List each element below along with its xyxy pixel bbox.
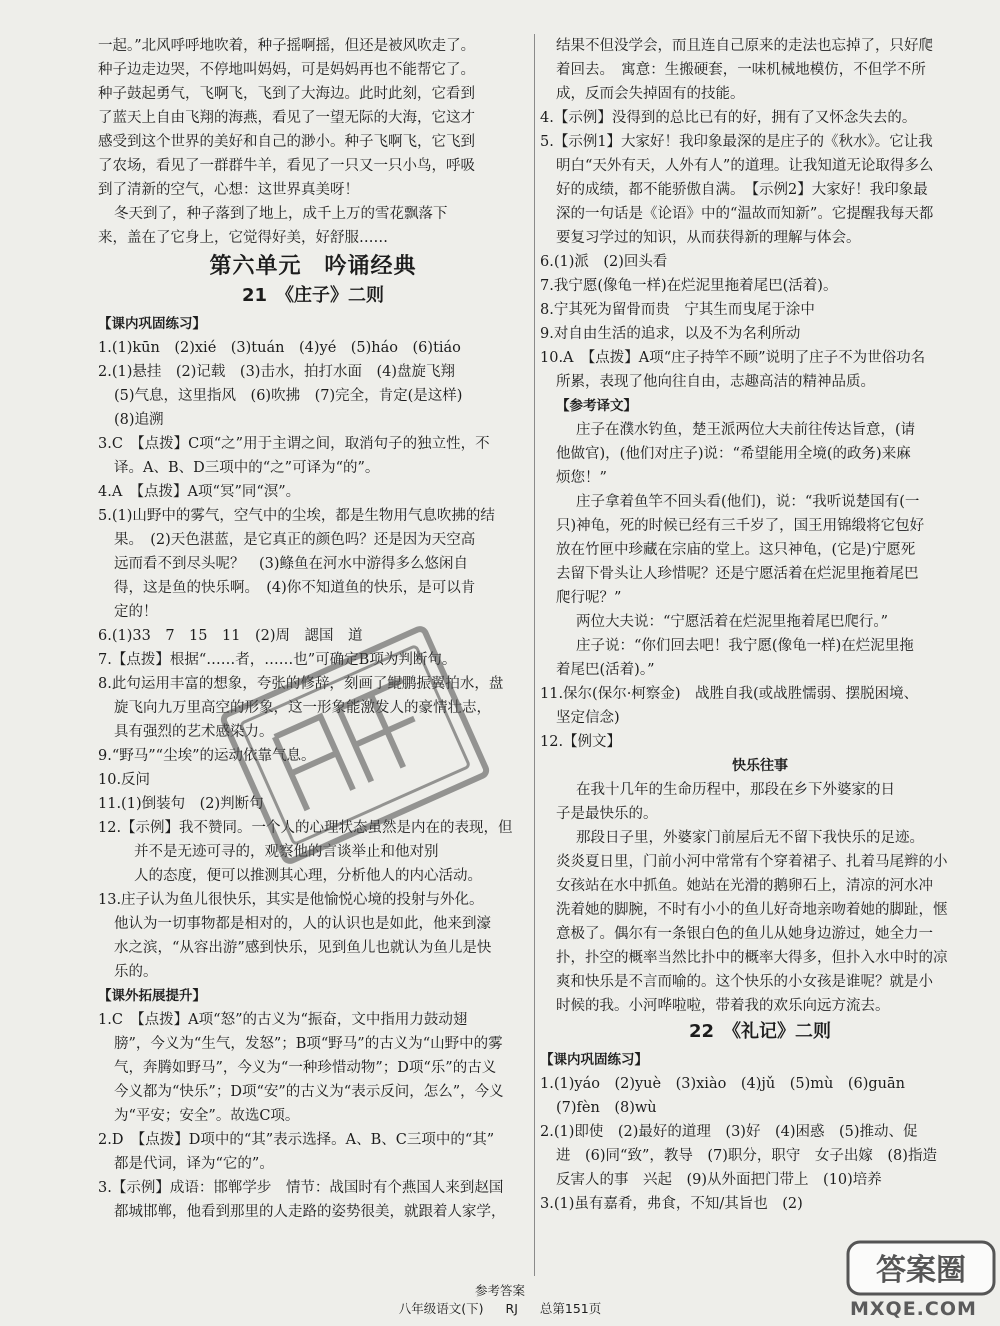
text-line: 要复习学过的知识，从而获得新的理解与体会。 <box>556 230 861 246</box>
text-line: 意极了。偶尔有一条银白色的鱼儿从她身边游过，她全力一 <box>556 926 933 942</box>
text-line: 放在竹匣中珍藏在宗庙的堂上。这只神龟，(它是)宁愿死 <box>556 542 916 558</box>
text-line: 8.宁其死为留骨而贵 宁其生而曳尾于涂中 <box>540 302 815 318</box>
text-line: 两位大夫说：“宁愿活着在烂泥里拖着尾巴爬行。” <box>576 614 889 630</box>
text-line: 反害人的事 兴起 (9)从外面把门带上 (10)培养 <box>556 1172 882 1188</box>
text-line: 庄子说：“你们回去吧！我宁愿(像龟一样)在烂泥里拖 <box>576 638 914 654</box>
text-line: 在我十几年的生命历程中，那段在乡下外婆家的日 <box>576 782 895 798</box>
text-line: 爽和快乐是不言而喻的。这个快乐的小女孩是谁呢？就是小 <box>556 974 933 990</box>
watermark-site: MXQE.COM <box>850 1298 977 1320</box>
text-line: 果。 (2)天色湛蓝，是它真正的颜色吗？还是因为天空高 <box>114 532 476 548</box>
text-line: 一起。”北风呼呼地吹着，种子摇啊摇，但还是被风吹走了。 <box>98 38 476 54</box>
text-line: 种子边走边哭，不停地叫妈妈，可是妈妈再也不能帮它了。 <box>98 62 475 78</box>
seal-stamp <box>205 625 505 865</box>
footer-info <box>0 1300 1000 1318</box>
text-line: 11.保尔(保尔·柯察金) 战胜自我(或战胜懦弱、摆脱困境、 <box>540 686 919 702</box>
text-line: 7.【点拨】根据“……者，……也”可确定B项为判断句。 <box>98 652 457 668</box>
lesson-title: 21 《庄子》二则 <box>241 285 385 306</box>
text-line: 3.(1)虽有嘉肴，弗食，不知/其旨也 (2) <box>540 1196 803 1212</box>
text-line: 了农场，看见了一群群牛羊，看见了一只又一只小鸟，呼吸 <box>98 158 475 174</box>
text-line: 2.(1)即使 (2)最好的道理 (3)好 (4)困惑 (5)推动、促 <box>540 1124 918 1140</box>
text-line: 了蓝天上自由飞翔的海燕，看见了一望无际的大海，它这才 <box>98 110 475 126</box>
text-line: 子是最快乐的。 <box>556 806 658 822</box>
text-line: 1.C 【点拨】A项“怒”的古义为“振奋，文中指用力鼓动翅 <box>98 1012 468 1028</box>
text-line: 烦您！” <box>556 470 607 486</box>
text-line: 都是代词，译为“它的”。 <box>114 1156 274 1172</box>
text-line: (5)气息，这里指风 (6)吹拂 (7)完全，肯定(是这样) <box>114 388 463 404</box>
text-line: 2.(1)悬挂 (2)记载 (3)击水，拍打水面 (4)盘旋飞翔 <box>98 364 455 380</box>
footer-edition: RJ <box>505 1301 518 1316</box>
section-heading: 【课内巩固练习】 <box>540 1052 648 1068</box>
page-footer <box>0 1282 1000 1318</box>
text-line: 种子鼓起勇气，飞啊飞，飞到了大海边。此时此刻，它看到 <box>98 86 475 102</box>
text-line: 12.【例文】 <box>540 734 622 750</box>
text-line: 10.A 【点拨】A项“庄子持竿不顾”说明了庄子不为世俗功名 <box>540 350 926 366</box>
text-line: 结果不但没学会，而且连自己原来的走法也忘掉了，只好爬 <box>556 38 933 54</box>
text-line: 坚定信念) <box>556 710 620 726</box>
text-line: 3.【示例】成语：邯郸学步 情节：战国时有个燕国人来到赵国 <box>98 1180 504 1196</box>
text-line: 膀”，今义为“生气，发怒”；B项“野马”的古义为“山野中的雾 <box>114 1036 503 1052</box>
text-line: 乐的。 <box>114 964 158 980</box>
text-line: 为“平安；安全”。故选C项。 <box>114 1108 300 1124</box>
text-line: 今义都为“快乐”；D项“安”的古义为“表示反问，怎么”，今义 <box>114 1084 504 1100</box>
column-divider <box>534 34 535 1276</box>
text-line: 6.(1)派 (2)回头看 <box>540 254 668 270</box>
lesson-title: 22 《礼记》二则 <box>688 1021 832 1042</box>
text-line: 11.(1)倒装句 (2)判断句 <box>98 796 264 812</box>
unit-title: 第六单元 吟诵经典 <box>209 254 417 279</box>
text-line: 1.(1)kūn (2)xié (3)tuán (4)yé (5)háo (6)tiáo <box>98 340 461 356</box>
text-line: 来，盖在了它身上，它觉得好美，好舒服…… <box>98 230 388 246</box>
text-line: 爬行呢？” <box>556 590 622 606</box>
text-line: 那段日子里，外婆家门前屋后无不留下我快乐的足迹。 <box>576 830 924 846</box>
text-line: 7.我宁愿(像龟一样)在烂泥里拖着尾巴(活着)。 <box>540 278 838 294</box>
text-line: 9.对自由生活的追求，以及不为名利所动 <box>540 326 801 342</box>
text-line: 12.【示例】我不赞同。一个人的心理状态虽然是内在的表现，但 <box>98 820 513 836</box>
footer-title: 参考答案 <box>474 1283 525 1298</box>
text-line: 3.C 【点拨】C项“之”用于主谓之间，取消句子的独立性，不 <box>98 436 490 452</box>
essay-title: 快乐往事 <box>732 758 788 774</box>
text-line: 冬天到了，种子落到了地上，成千上万的雪花飘落下 <box>114 206 448 222</box>
text-line: 去留下骨头让人珍惜呢？还是宁愿活着在烂泥里拖着尾巴 <box>556 566 919 582</box>
right-column <box>540 34 980 1216</box>
section-heading: 【参考译文】 <box>556 398 637 414</box>
text-line: 庄子拿着鱼竿不回头看(他们)，说：“我听说楚国有(一 <box>576 494 920 510</box>
text-line: 只)神龟，死的时候已经有三千岁了，国王用锦缎将它包好 <box>556 518 925 534</box>
text-line: 13.庄子认为鱼儿很快乐，其实是他愉悦心境的投射与外化。 <box>98 892 484 908</box>
text-line: 都城邯郸，他看到那里的人走路的姿势很美，就跟着人家学， <box>114 1204 506 1220</box>
svg-text:答案圈: 答案圈 <box>876 1253 966 1288</box>
text-line: 所累，表现了他向往自由，志趣高洁的精神品质。 <box>556 374 875 390</box>
text-line: 得，这是鱼的快乐啊。 (4)你不知道鱼的快乐，是可以肯 <box>114 580 476 596</box>
text-line: 译。A、B、D三项中的“之”可译为“的”。 <box>114 460 380 476</box>
text-line: 扑，扑空的概率当然比扑中的概率大得多，但扑入水中时的凉 <box>556 950 948 966</box>
text-line: 感受到这个世界的美好和自己的渺小。种子飞啊飞，它飞到 <box>98 134 475 150</box>
text-line: 成，反而会失掉固有的技能。 <box>556 86 745 102</box>
text-line: 远而看不到尽头呢？ (3)鲦鱼在河水中游得多么悠闲自 <box>114 556 469 572</box>
text-line: 水之滨，“从容出游”感到快乐，见到鱼儿也就认为鱼儿是快 <box>114 940 492 956</box>
text-line: 9.“野马”“尘埃”的运动依靠气息。 <box>98 748 316 764</box>
text-line: 洗着她的脚腕，不时有小小的鱼儿好奇地亲吻着她的脚趾，惬 <box>556 902 948 918</box>
text-line: (8)追溯 <box>114 412 164 428</box>
section-heading: 【课内巩固练习】 <box>98 316 206 332</box>
text-line: 10.反问 <box>98 772 151 788</box>
text-line: 定的！ <box>114 604 158 620</box>
text-line: 到了清新的空气，心想：这世界真美呀！ <box>98 182 359 198</box>
text-line: 他认为一切事物都是相对的，人的认识也是如此，他来到濠 <box>114 916 491 932</box>
text-line: 4.A 【点拨】A项“冥”同“溟”。 <box>98 484 301 500</box>
text-line: 着尾巴(活着)。” <box>556 662 655 678</box>
text-line: 进 (6)同“致”，教导 (7)职分，职守 女子出嫁 (8)指造 <box>556 1148 937 1164</box>
section-heading: 【课外拓展提升】 <box>98 988 206 1004</box>
text-line: 5.(1)山野中的雾气，空气中的尘埃，都是生物用气息吹拂的结 <box>98 508 495 524</box>
text-line: 具有强烈的艺术感染力。 <box>114 724 274 740</box>
text-line: (7)fèn (8)wù <box>556 1100 657 1116</box>
footer-page-number: 总第151页 <box>539 1301 602 1316</box>
text-line: 他做官)，(他们对庄子)说：“希望能用全境(的政务)来麻 <box>556 446 911 462</box>
text-line: 1.(1)yáo (2)yuè (3)xiào (4)jǔ (5)mù (6)guān <box>540 1076 905 1092</box>
footer-grade: 八年级语文(下) <box>398 1301 484 1316</box>
text-line: 6.(1)33 7 15 11 (2)周 諰国 道 <box>98 628 363 644</box>
text-line: 5.【示例1】大家好！我印象最深的是庄子的《秋水》。它让我 <box>540 134 933 150</box>
text-line: 深的一句话是《论语》中的“温故而知新”。它提醒我每天都 <box>556 206 934 222</box>
text-line: 4.【示例】没得到的总比已有的好，拥有了又怀念失去的。 <box>540 110 917 126</box>
text-line: 着回去。 寓意：生搬硬套，一味机械地模仿，不但学不所 <box>556 62 926 78</box>
text-line: 2.D 【点拨】D项中的“其”表示选择。A、B、C三项中的“其” <box>98 1132 495 1148</box>
text-line: 气，奔腾如野马”，今义为“一种珍惜动物”；D项“乐”的古义 <box>114 1060 497 1076</box>
text-line: 明白“天外有天，人外有人”的道理。让我知道无论取得多么 <box>556 158 934 174</box>
text-line: 旋飞向九万里高空的形象，这一形象能激发人的豪情壮志， <box>114 700 491 716</box>
text-line: 并不是无迹可寻的，观察他的言谈举止和他对别 <box>134 844 439 860</box>
text-line: 庄子在濮水钓鱼，楚王派两位大夫前往传达旨意，(请 <box>576 422 916 438</box>
text-line: 时候的我。小河哗啦啦，带着我的欢乐向远方流去。 <box>556 998 890 1014</box>
text-line: 好的成绩，都不能骄傲自满。 【示例2】大家好！我印象最 <box>556 182 928 198</box>
text-line: 8.此句运用丰富的想象，夸张的修辞，刻画了鲲鹏振翼拍水，盘 <box>98 676 504 692</box>
text-line: 炎炎夏日里，门前小河中常常有个穿着裙子、扎着马尾辫的小 <box>556 854 948 870</box>
text-line: 人的态度，便可以推测其心理，分析他人的内心活动。 <box>134 868 482 884</box>
text-line: 女孩站在水中抓鱼。她站在光滑的鹅卵石上，清凉的河水冲 <box>556 878 933 894</box>
